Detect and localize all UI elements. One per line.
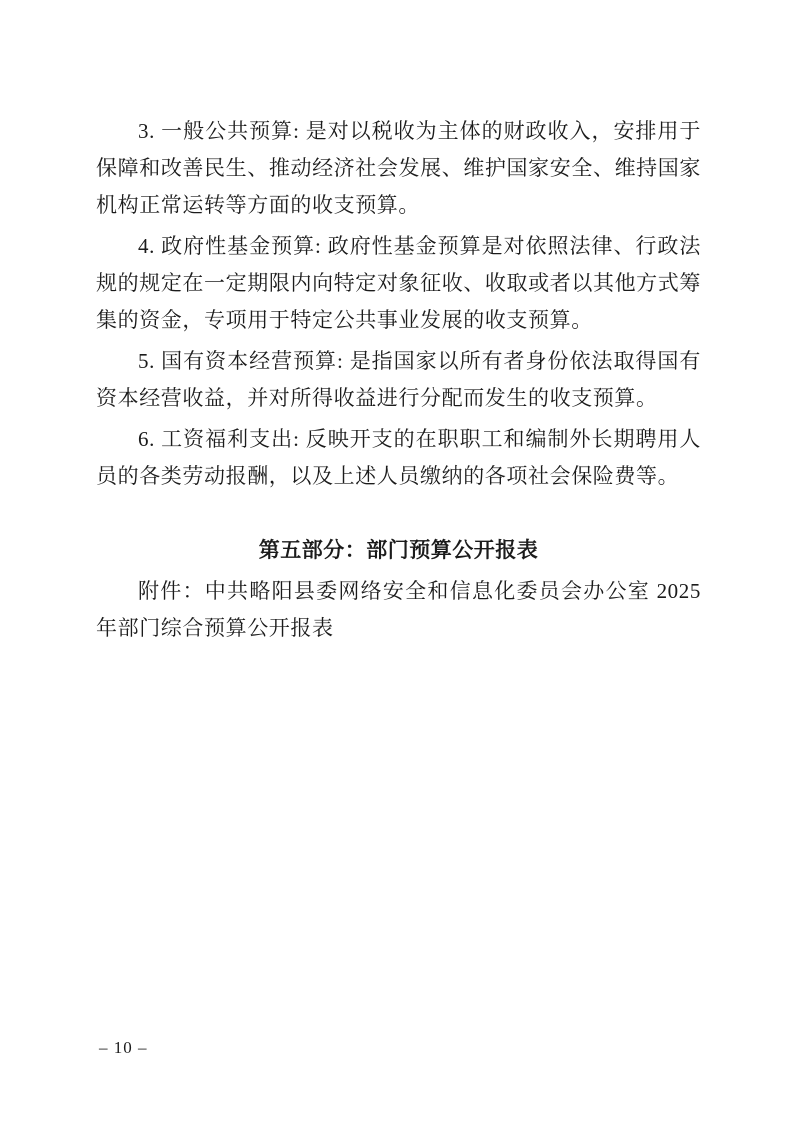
- para-state-capital-budget: 5. 国有资本经营预算: 是指国家以所有者身份依法取得国有资本经营收益，并对所得收益进行分配而发生的收支预算。: [96, 349, 701, 410]
- para-general-public-budget: 3. 一般公共预算: 是对以税收为主体的财政收入，安排用于保障和改善民生、推动经济社会发展、维护国家安全、维持国家机构正常运转等方面的收支预算。: [96, 119, 701, 217]
- para-government-fund-budget: 4. 政府性基金预算: 政府性基金预算是对依照法律、行政法规的规定在一定期限内向特定对象征收、收取或者以其他方式筹集的资金，专项用于特定公共事业发展的收支预算。: [96, 234, 701, 332]
- section-heading-part-five: 第五部分：部门预算公开报表: [258, 538, 539, 562]
- page-number: – 10 –: [99, 1038, 148, 1057]
- para-wage-welfare-expense: 6. 工资福利支出: 反映开支的在职职工和编制外长期聘用人员的各类劳动报酬，以及上述人员缴纳的各项社会保险费等。: [96, 427, 701, 488]
- para-attachment-note: 附件：中共略阳县委网络安全和信息化委员会办公室 2025 年部门综合预算公开报表: [96, 579, 701, 640]
